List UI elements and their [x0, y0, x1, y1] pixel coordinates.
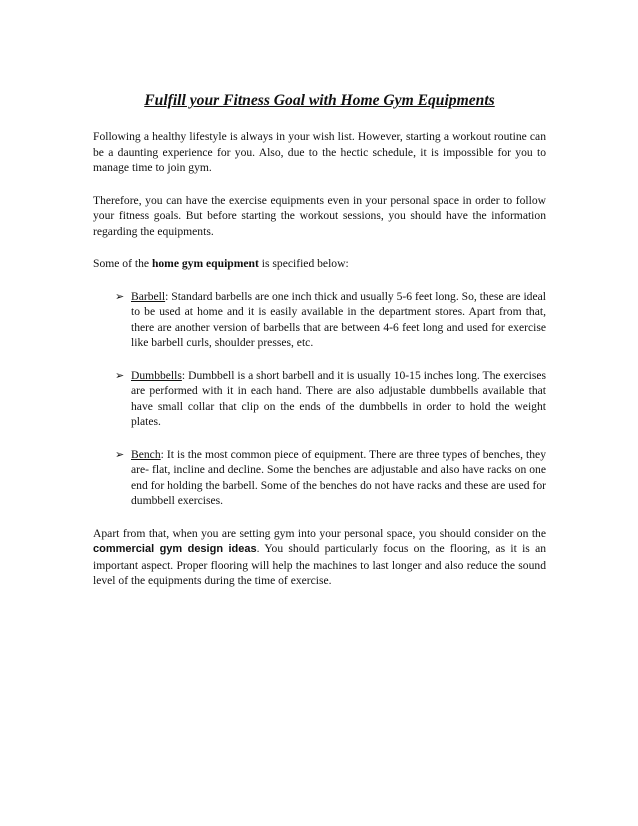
equipment-list — [93, 289, 546, 509]
closing-paragraph — [93, 526, 546, 589]
text-barbell: : Standard barbells are one inch thick and usually 5-6 feet long. So, these are ideal to be used at home and it is easily available in the department stores. Apart from that, there are another version of barbells that are between 4-6 feet long and used for exercise like barbell curls, shoulder presses, etc. — [131, 289, 546, 349]
text-bench: : It is the most common piece of equipment. There are three types of benches, they are- flat, incline and decline. Some the benches are adjustable and also have racks on one end for holding the barbell. Some of the benches do not have racks and these are used for dumbbell exercises. — [131, 447, 546, 507]
text-dumbbells: : Dumbbell is a short barbell and it is usually 10-15 inches long. The exercises are performed with it in each hand. There are also adjustable dumbbells available that have small collar that clip on the ends of the dumbbells in order to hold the weight plates. — [131, 368, 546, 428]
list-item-barbell — [115, 289, 546, 351]
list-intro-paragraph — [93, 256, 546, 272]
arrow-bullet-icon: ➢ — [115, 447, 125, 461]
list-item-bench — [115, 447, 546, 509]
list-intro-before: Some of the — [93, 257, 152, 270]
term-dumbbells: Dumbbells — [131, 368, 182, 382]
list-item-dumbbells — [115, 368, 546, 430]
therefore-paragraph: Therefore, you can have the exercise equipments even in your personal space in order to follow your fitness goals. But before starting the workout sessions, you should have the information regarding the equipments. — [93, 193, 546, 238]
arrow-bullet-icon: ➢ — [115, 289, 125, 303]
list-intro-bold: home gym equipment — [151, 257, 259, 270]
term-bench: Bench — [131, 447, 161, 461]
closing-after: . You should particularly focus on the flooring, as it is an important aspect. Proper flooring will help the machines to last longer and also reduce the sound level of the equipments during the time of exercise. — [93, 542, 547, 587]
closing-before: Apart from that, when you are setting gym into your personal space, you should consider on the — [93, 526, 546, 540]
list-intro-after: is specified below: — [258, 257, 349, 270]
closing-bold: commercial gym design ideas — [93, 543, 257, 555]
document-title: Fulfill your Fitness Goal with Home Gym Equipments — [144, 92, 495, 109]
arrow-bullet-icon: ➢ — [115, 368, 125, 382]
term-barbell: Barbell — [131, 289, 166, 303]
intro-paragraph: Following a healthy lifestyle is always in your wish list. However, starting a workout routine can be a daunting experience for you. Also, due to the hectic schedule, it is impossible for you to manage time to join gym. — [93, 130, 546, 174]
